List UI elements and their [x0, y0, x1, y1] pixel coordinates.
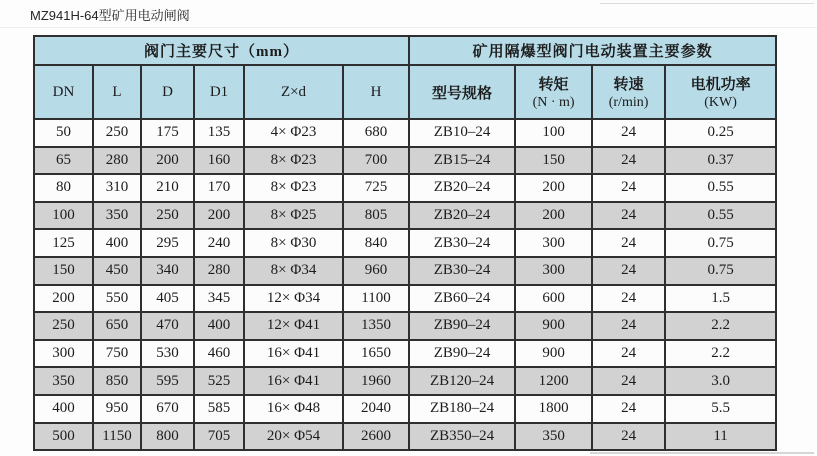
table-cell: 200 — [515, 202, 592, 230]
table-cell: 4× Φ23 — [244, 119, 343, 147]
table-cell: 345 — [194, 285, 244, 313]
table-cell: 24 — [592, 423, 665, 451]
table-cell: ZB120–24 — [409, 367, 515, 395]
table-cell: 8× Φ30 — [244, 229, 343, 257]
table-cell: 175 — [141, 119, 194, 147]
table-row — [34, 257, 776, 285]
table-row — [34, 202, 776, 230]
table-cell: 16× Φ48 — [244, 395, 343, 423]
decorative-rule — [0, 27, 817, 28]
table-header — [34, 36, 776, 119]
table-cell: 280 — [194, 257, 244, 285]
table-cell: 600 — [515, 285, 592, 313]
table-cell: 0.75 — [665, 257, 776, 285]
table-cell: 585 — [194, 395, 244, 423]
table-cell: 670 — [141, 395, 194, 423]
page-title: MZ941H-64型矿用电动闸阀 — [30, 8, 190, 23]
table-cell: 300 — [34, 340, 93, 368]
table-cell: 400 — [194, 312, 244, 340]
column-header-dn: DN — [34, 65, 93, 119]
column-header-model: 型号规格 — [409, 65, 515, 119]
table-cell: 200 — [141, 147, 194, 175]
table-cell: 900 — [515, 340, 592, 368]
table-cell: 200 — [515, 174, 592, 202]
column-header-row — [34, 65, 776, 119]
table-cell: 8× Φ23 — [244, 147, 343, 175]
table-cell: 24 — [592, 285, 665, 313]
table-row — [34, 312, 776, 340]
table-cell: ZB10–24 — [409, 119, 515, 147]
column-header-torque — [515, 65, 592, 119]
table-cell: 400 — [34, 395, 93, 423]
table-cell: 11 — [665, 423, 776, 451]
table-cell: 24 — [592, 312, 665, 340]
table-cell: 1800 — [515, 395, 592, 423]
table-cell: 135 — [194, 119, 244, 147]
column-header-d1: D1 — [194, 65, 244, 119]
table-cell: 100 — [515, 119, 592, 147]
column-header-power-unit: (KW) — [704, 95, 737, 110]
table-cell: 525 — [194, 367, 244, 395]
table-cell: ZB350–24 — [409, 423, 515, 451]
table-cell: 24 — [592, 202, 665, 230]
table-cell: 840 — [343, 229, 409, 257]
table-cell: 50 — [34, 119, 93, 147]
table-cell: 5.5 — [665, 395, 776, 423]
table-cell: 2040 — [343, 395, 409, 423]
table-row — [34, 119, 776, 147]
column-header-d: D — [141, 65, 194, 119]
table-cell: 340 — [141, 257, 194, 285]
table-cell: 0.55 — [665, 202, 776, 230]
column-header-l: L — [93, 65, 141, 119]
table-row — [34, 367, 776, 395]
table-cell: ZB30–24 — [409, 257, 515, 285]
table-cell: 2.2 — [665, 312, 776, 340]
table-cell: 125 — [34, 229, 93, 257]
table-row — [34, 147, 776, 175]
table-cell: 200 — [34, 285, 93, 313]
column-header-speed — [592, 65, 665, 119]
table-cell: ZB30–24 — [409, 229, 515, 257]
table-row — [34, 423, 776, 451]
table-cell: 300 — [515, 257, 592, 285]
table-cell: 160 — [194, 147, 244, 175]
table-cell: 24 — [592, 174, 665, 202]
decorative-line-top-right — [600, 0, 814, 4]
table-row — [34, 229, 776, 257]
column-header-speed-unit: (r/min) — [608, 95, 649, 110]
table-cell: 650 — [93, 312, 141, 340]
table-cell: 8× Φ34 — [244, 257, 343, 285]
table-cell: 1100 — [343, 285, 409, 313]
table-cell: 850 — [93, 367, 141, 395]
table-cell: 310 — [93, 174, 141, 202]
table-cell: 1.5 — [665, 285, 776, 313]
table-cell: 530 — [141, 340, 194, 368]
table-cell: 300 — [515, 229, 592, 257]
table-cell: 24 — [592, 367, 665, 395]
table-cell: 8× Φ25 — [244, 202, 343, 230]
table-cell: 0.25 — [665, 119, 776, 147]
table-cell: 24 — [592, 257, 665, 285]
table-cell: 24 — [592, 147, 665, 175]
table-cell: 470 — [141, 312, 194, 340]
table-cell: ZB90–24 — [409, 340, 515, 368]
table-cell: ZB60–24 — [409, 285, 515, 313]
table-cell: 200 — [194, 202, 244, 230]
column-header-zxd: Z×d — [244, 65, 343, 119]
table-cell: 24 — [592, 395, 665, 423]
table-cell: 805 — [343, 202, 409, 230]
table-cell: 250 — [93, 119, 141, 147]
table-cell: 460 — [194, 340, 244, 368]
table-cell: 405 — [141, 285, 194, 313]
table-cell: 1350 — [343, 312, 409, 340]
column-header-power-label: 电机功率 — [690, 77, 751, 93]
table-cell: 500 — [34, 423, 93, 451]
table-cell: 240 — [194, 229, 244, 257]
table-row — [34, 285, 776, 313]
table-cell: 280 — [93, 147, 141, 175]
group-header-valve-dimensions: 阀门主要尺寸（mm） — [34, 36, 409, 65]
column-header-power — [665, 65, 776, 119]
table-cell: 680 — [343, 119, 409, 147]
table-cell: 1200 — [515, 367, 592, 395]
table-cell: 20× Φ54 — [244, 423, 343, 451]
table-cell: 2.2 — [665, 340, 776, 368]
table-cell: 24 — [592, 340, 665, 368]
table-row — [34, 174, 776, 202]
table-cell: 595 — [141, 367, 194, 395]
table-cell: ZB20–24 — [409, 174, 515, 202]
table-cell: 100 — [34, 202, 93, 230]
table-cell: 12× Φ34 — [244, 285, 343, 313]
table-cell: 705 — [194, 423, 244, 451]
table-cell: 16× Φ41 — [244, 340, 343, 368]
table-cell: 295 — [141, 229, 194, 257]
column-header-speed-label: 转速 — [613, 77, 644, 93]
decorative-line-bottom — [590, 452, 814, 454]
column-header-torque-label: 转矩 — [538, 77, 569, 93]
table-cell: 400 — [93, 229, 141, 257]
table-cell: 24 — [592, 119, 665, 147]
table-cell: 3.0 — [665, 367, 776, 395]
table-row — [34, 395, 776, 423]
table-cell: 80 — [34, 174, 93, 202]
table-cell: 550 — [93, 285, 141, 313]
valve-spec-table — [33, 35, 777, 451]
table-cell: 1960 — [343, 367, 409, 395]
group-header-row — [34, 36, 776, 65]
table-cell: 350 — [515, 423, 592, 451]
table-cell: ZB20–24 — [409, 202, 515, 230]
table-cell: 2600 — [343, 423, 409, 451]
table-cell: 0.75 — [665, 229, 776, 257]
table-cell: ZB180–24 — [409, 395, 515, 423]
table-cell: 150 — [515, 147, 592, 175]
column-header-torque-unit: (N · m) — [532, 95, 575, 110]
table-cell: 24 — [592, 229, 665, 257]
table-cell: 900 — [515, 312, 592, 340]
table-cell: 65 — [34, 147, 93, 175]
group-header-actuator-parameters: 矿用隔爆型阀门电动装置主要参数 — [409, 36, 776, 65]
table-cell: ZB90–24 — [409, 312, 515, 340]
table-cell: 0.55 — [665, 174, 776, 202]
table-cell: 350 — [93, 202, 141, 230]
table-cell: 1650 — [343, 340, 409, 368]
table-body — [34, 119, 776, 450]
table-cell: 250 — [141, 202, 194, 230]
table-cell: 750 — [93, 340, 141, 368]
table-cell: ZB15–24 — [409, 147, 515, 175]
table-cell: 960 — [343, 257, 409, 285]
table-cell: 8× Φ23 — [244, 174, 343, 202]
table-cell: 800 — [141, 423, 194, 451]
table-cell: 12× Φ41 — [244, 312, 343, 340]
table-row — [34, 340, 776, 368]
table-cell: 0.37 — [665, 147, 776, 175]
table-cell: 700 — [343, 147, 409, 175]
table-cell: 150 — [34, 257, 93, 285]
table-cell: 725 — [343, 174, 409, 202]
table-cell: 170 — [194, 174, 244, 202]
table-cell: 950 — [93, 395, 141, 423]
column-header-h: H — [343, 65, 409, 119]
table-cell: 210 — [141, 174, 194, 202]
table-cell: 250 — [34, 312, 93, 340]
table-cell: 16× Φ41 — [244, 367, 343, 395]
table-cell: 1150 — [93, 423, 141, 451]
table-cell: 450 — [93, 257, 141, 285]
table-cell: 350 — [34, 367, 93, 395]
